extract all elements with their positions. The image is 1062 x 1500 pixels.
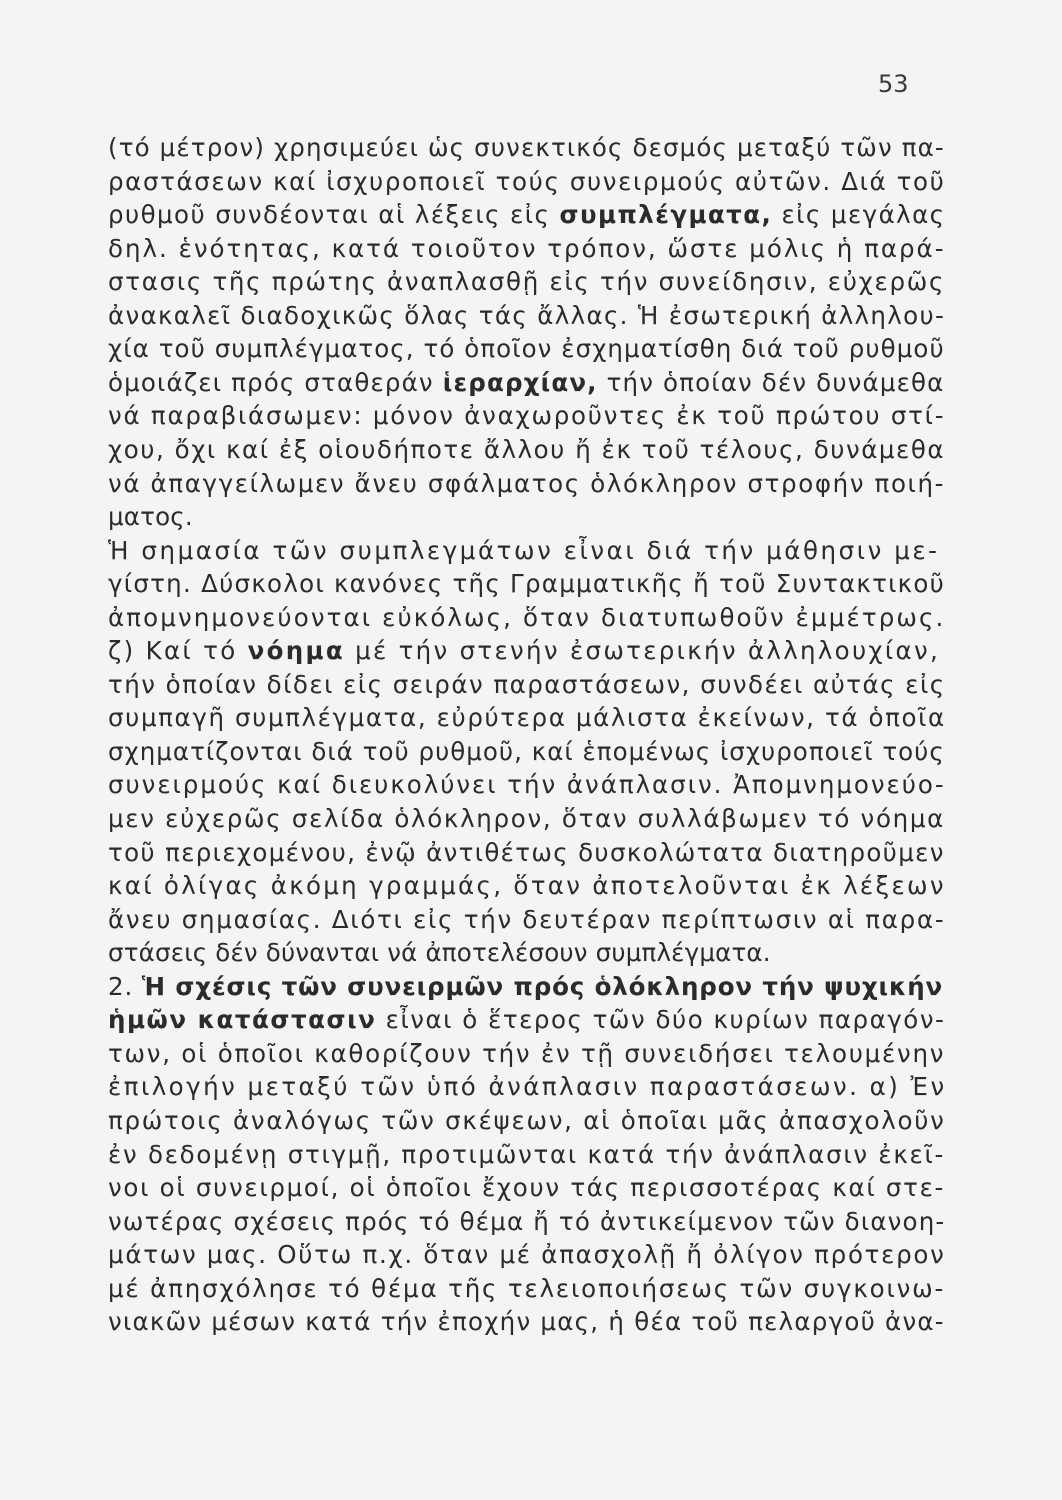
text-line xyxy=(108,166,945,198)
text-line xyxy=(108,501,193,533)
text-line xyxy=(108,937,771,969)
text-segment: πρώτοις ἀναλόγως τῶν σκέψεων, αἱ ὁποῖαι μᾶς ἀπασχολοῦν xyxy=(108,1105,946,1135)
text-line xyxy=(108,870,946,902)
text-segment: τοῦ περιεχομένου, ἐνῷ ἀντιθέτως δυσκολώτατα διατηροῦμεν xyxy=(108,837,945,867)
text-line xyxy=(108,702,946,734)
text-segment: νά ἀπαγγείλωμεν ἄνευ σφάλματος ὁλόκληρον στροφήν ποιή- xyxy=(108,468,946,498)
text-line xyxy=(108,904,945,936)
text-segment: ὁμοιάζει πρός σταθεράν xyxy=(108,367,443,397)
text-line xyxy=(108,1004,945,1036)
bold-term: ἡμῶν κατάστασιν xyxy=(108,1005,377,1035)
text-line xyxy=(108,769,946,801)
text-segment: μέ ἀπησχόλησε τό θέμα τῆς τελειοποιήσεως τῶν συγκοινω- xyxy=(108,1273,946,1303)
text-line xyxy=(108,971,943,1003)
text-segment: εἶναι ὁ ἕτερος τῶν δύο κυρίων παραγόν- xyxy=(376,1005,946,1035)
text-line xyxy=(108,266,945,298)
text-line xyxy=(108,468,945,500)
text-segment: (τό μέτρον) χρησιμεύει ὡς συνεκτικός δεσμός μεταξύ τῶν πα- xyxy=(108,133,945,162)
text-segment: ἄνευ σημασίας. Διότι εἰς τήν δευτέραν περίπτωσιν αἱ παρα- xyxy=(108,904,946,934)
text-segment: ἀπομνημονεύονται εὐκόλως, ὅταν διατυπωθοῦν ἐμμέτρως. xyxy=(108,602,946,632)
text-segment: στάσεις δέν δύνανται νά ἀποτελέσουν συμπλέγματα. xyxy=(108,938,771,968)
text-line xyxy=(108,837,945,869)
text-line xyxy=(108,669,946,701)
text-segment: τήν ὁποίαν δίδει εἰς σειράν παραστάσεων, συνδέει αὐτάς εἰς xyxy=(108,669,946,699)
text-segment: μεν εὐχερῶς σελίδα ὁλόκληρον, ὅταν συλλάβωμεν τό νόημα xyxy=(108,804,946,833)
text-line xyxy=(108,400,945,432)
text-line xyxy=(108,1306,945,1338)
text-line xyxy=(108,333,945,365)
text-line xyxy=(108,602,945,634)
text-line xyxy=(108,300,945,332)
text-line xyxy=(108,199,946,231)
text-segment: 2. xyxy=(108,971,142,1001)
bold-term: Ἡ σχέσις τῶν συνειρμῶν πρός ὁλόκληρον τήν ψυχικήν xyxy=(141,971,944,1001)
text-line xyxy=(108,1139,945,1171)
text-segment: των, οἱ ὁποῖοι καθορίζουν τήν ἐν τῇ συνειδήσει τελουμένην xyxy=(108,1038,946,1068)
bold-term: νόημα xyxy=(247,636,345,666)
text-line xyxy=(108,1206,945,1238)
text-segment: χία τοῦ συμπλέγματος, τό ὁποῖον ἐσχηματίσθη διά τοῦ ρυθμοῦ xyxy=(108,334,945,364)
text-line xyxy=(108,367,944,399)
text-line xyxy=(108,1038,945,1070)
text-segment: μέ τήν στενήν ἐσωτερικήν ἀλληλουχίαν, xyxy=(344,636,941,666)
text-segment: ἀνακαλεῖ διαδοχικῶς ὅλας τάς ἄλλας. Ἡ ἐσωτερική ἀλληλου- xyxy=(108,300,946,330)
text-line xyxy=(108,1172,945,1204)
text-segment: ζ) Καί τό xyxy=(108,636,248,666)
text-segment: νοι οἱ συνειρμοί, οἱ ὁποῖοι ἔχουν τάς περισσοτέρας καί στε- xyxy=(108,1173,946,1203)
text-segment: ρυθμοῦ συνδέονται αἱ λέξεις εἰς xyxy=(108,200,560,230)
text-line xyxy=(108,132,945,164)
text-segment: Ἡ σημασία τῶν συμπλεγμάτων εἶναι διά τήν μάθησιν με- xyxy=(108,535,940,565)
text-segment: ἐν δεδομένῃ στιγμῇ, προτιμῶνται κατά τήν ἀνάπλασιν ἐκεῖ- xyxy=(108,1139,946,1169)
text-line xyxy=(108,635,940,667)
text-segment: νά παραβιάσωμεν: μόνον ἀναχωροῦντες ἐκ τοῦ πρώτου στί- xyxy=(108,401,946,431)
text-segment: συνειρμούς καί διευκολύνει τήν ἀνάπλασιν. Ἀπομνημονεύο- xyxy=(108,770,946,800)
text-segment: ματος. xyxy=(108,502,193,532)
text-line xyxy=(108,1273,945,1305)
text-segment: συμπαγῆ συμπλέγματα, εὐρύτερα μάλιστα ἐκείνων, τά ὁποῖα xyxy=(108,703,946,733)
bold-term: ἱεραρχίαν, xyxy=(442,367,598,397)
text-line xyxy=(108,803,945,835)
text-segment: ἐπιλογήν μεταξύ τῶν ὑπό ἀνάπλασιν παραστάσεων. α) Ἐν xyxy=(108,1072,947,1102)
text-segment: χου, ὄχι καί ἐξ οἱουδήποτε ἄλλου ἤ ἐκ τοῦ τέλους, δυνάμεθα xyxy=(108,434,946,464)
page-number: 53 xyxy=(878,70,909,98)
text-line xyxy=(108,535,940,567)
text-segment: νιακῶν μέσων κατά τήν ἐποχήν μας, ἡ θέα τοῦ πελαργοῦ ἀνα- xyxy=(108,1307,945,1337)
text-segment: μάτων μας. Οὕτω π.χ. ὅταν μέ ἀπασχολῇ ἤ ὀλίγον πρότερον xyxy=(108,1240,946,1270)
text-segment: καί ὀλίγας ἀκόμη γραμμάς, ὅταν ἀποτελοῦνται ἐκ λέξεων xyxy=(108,871,946,901)
text-line xyxy=(108,1071,947,1103)
text-segment: στασις τῆς πρώτης ἀναπλασθῇ εἰς τήν συνείδησιν, εὐχερῶς xyxy=(108,267,946,297)
bold-term: συμπλέγματα, xyxy=(559,200,773,230)
text-segment: σχηματίζονται διά τοῦ ρυθμοῦ, καί ἑπομένως ἰσχυροποιεῖ τούς xyxy=(108,736,945,766)
text-line xyxy=(108,568,945,600)
text-segment: τήν ὁποίαν δέν δυνάμεθα xyxy=(597,367,945,397)
text-segment: γίστη. Δύσκολοι κανόνες τῆς Γραμματικῆς ἤ τοῦ Συντακτικοῦ xyxy=(108,569,946,599)
text-line xyxy=(108,1105,946,1137)
text-line xyxy=(108,736,945,768)
text-line xyxy=(108,233,946,265)
text-line xyxy=(108,1239,946,1271)
text-segment: νωτέρας σχέσεις πρός τό θέμα ἤ τό ἀντικείμενον τῶν διανοη- xyxy=(108,1206,946,1236)
text-segment: δηλ. ἑνότητας, κατά τοιοῦτον τρόπον, ὥστε μόλις ἡ παρά- xyxy=(108,233,946,263)
text-segment: εἰς μεγάλας xyxy=(772,200,946,230)
text-line xyxy=(108,434,945,466)
text-segment: ραστάσεων καί ἰσχυροποιεῖ τούς συνειρμούς αὐτῶν. Διά τοῦ xyxy=(108,166,946,196)
